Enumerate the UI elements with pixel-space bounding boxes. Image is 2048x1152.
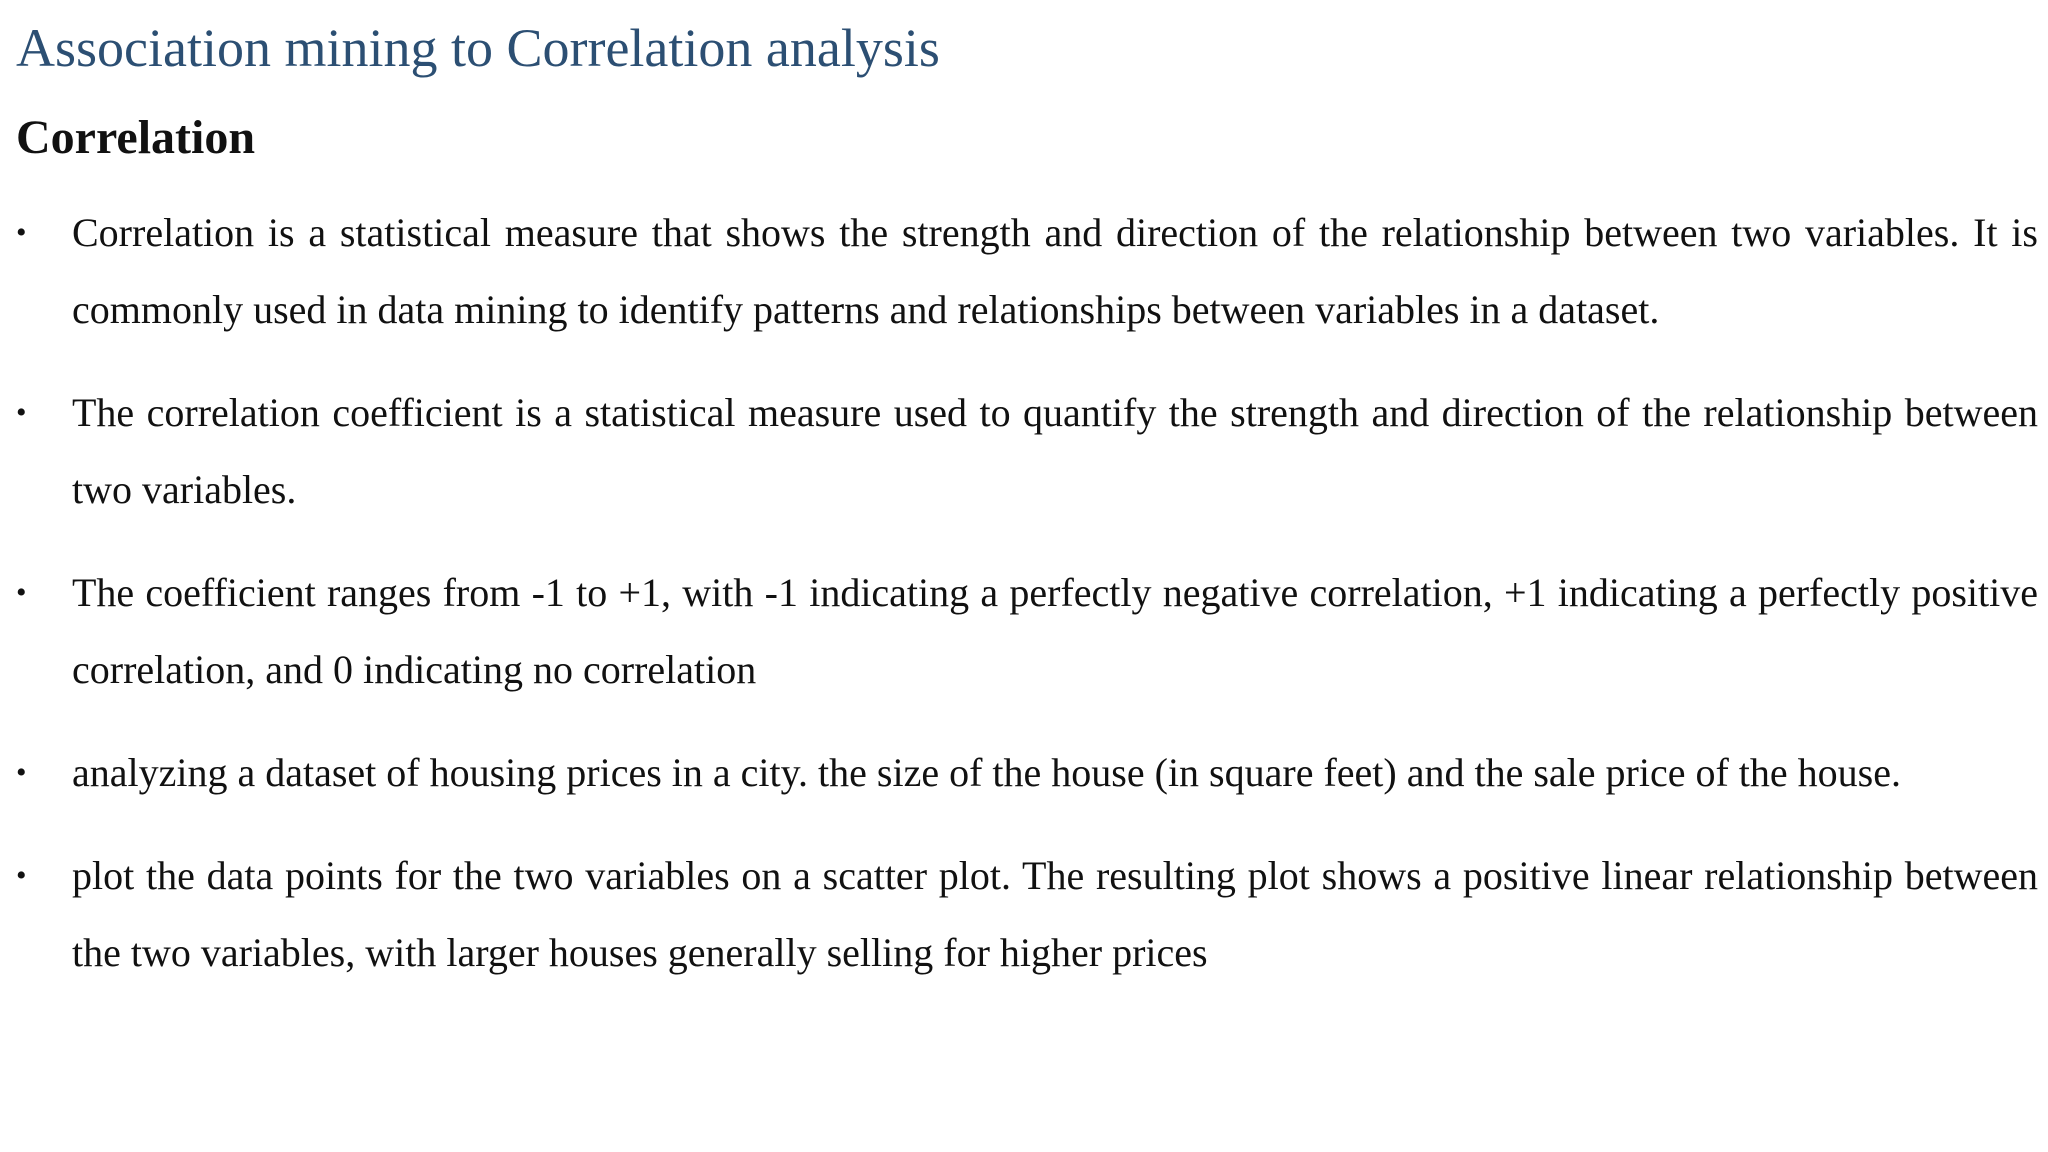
bullet-item-2 (16, 374, 2038, 528)
bullet-item-5 (16, 837, 2038, 991)
bullet-item-3 (16, 554, 2038, 708)
bullet-list (16, 194, 2038, 991)
bullet-marker: • (16, 216, 27, 249)
bullet-marker: • (16, 576, 27, 609)
bullet-marker: • (16, 756, 27, 789)
bullet-text: plot the data points for the two variables on a scatter plot. The resulting plot shows a positive linear relationship between the two variables, with larger houses generally selling for higher prices (72, 853, 2038, 975)
bullet-text: Correlation is a statistical measure that shows the strength and direction of the relationship between two variables. It is commonly used in data mining to identify patterns and relationships between variables in a dataset. (72, 210, 2038, 332)
bullet-item-1 (16, 194, 2038, 348)
bullet-marker: • (16, 859, 27, 892)
bullet-text: The correlation coefficient is a statistical measure used to quantify the strength and direction of the relationship between two variables. (72, 390, 2038, 512)
bullet-text: The coefficient ranges from -1 to +1, with -1 indicating a perfectly negative correlation, +1 indicating a perfectly positive correlation, and 0 indicating no correlation (72, 570, 2038, 692)
section-heading: Correlation (16, 111, 256, 164)
bullet-item-4 (16, 734, 2038, 811)
bullet-text: analyzing a dataset of housing prices in a city. the size of the house (in square feet) and the sale price of the house. (72, 750, 1901, 795)
slide-title: Association mining to Correlation analysis (16, 18, 940, 78)
bullet-marker: • (16, 396, 27, 429)
